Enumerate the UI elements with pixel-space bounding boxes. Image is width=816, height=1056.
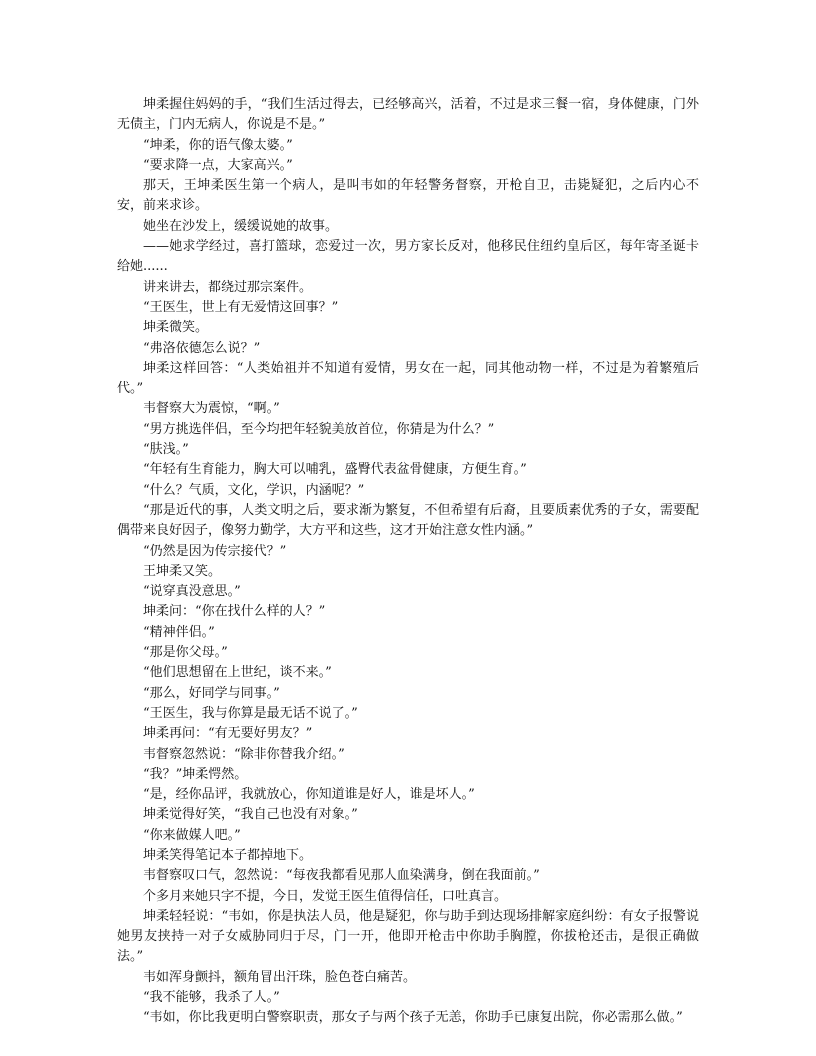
paragraph: “那是近代的事，人类文明之后，要求渐为繁复，不但希望有后裔，且要质素优秀的子女，需要配偶带来良好因子，像努力勤学，大方平和这些，这才开始注意女性内涵。”	[117, 502, 699, 539]
paragraph: 韦如浑身颤抖，额角冒出汗珠，脸色苍白痛苦。	[143, 969, 417, 985]
paragraph: “什么？气质，文化，学识，内涵呢？”	[143, 482, 365, 498]
paragraph: “我不能够，我杀了人。”	[143, 990, 280, 1006]
paragraph: “弗洛依德怎么说？”	[143, 340, 261, 356]
paragraph: “是，经你品评，我就放心，你知道谁是好人，谁是坏人。”	[143, 787, 475, 803]
paragraph: 坤柔再问：“有无要好男友？”	[143, 726, 313, 742]
paragraph: 坤柔握住妈妈的手，“我们生活过得去，已经够高兴，活着，不过是求三餐一宿，身体健康，门外无债主，门内无病人，你说是不是。”	[117, 97, 699, 133]
paragraph: “年轻有生育能力，胸大可以哺乳，盛臀代表盆骨健康，方便生育。”	[143, 462, 527, 478]
paragraph: “韦如，你比我更明白警察职责，那女子与两个孩子无恙，你助手已康复出院，你必需那么做。”	[143, 1010, 683, 1026]
paragraph: 坤柔觉得好笑，“我自己也没有对象。”	[143, 807, 358, 823]
paragraph: ——她求学经过，喜打篮球，恋爱过一次，男方家长反对，他移民住纽约皇后区，每年寄圣诞卡给她......	[117, 239, 699, 275]
paragraph: “坤柔，你的语气像太婆。”	[143, 137, 293, 153]
paragraph: “要求降一点，大家高兴。”	[143, 157, 293, 173]
paragraph: 韦督察叹口气，忽然说：“每夜我都看见那人血染满身，倒在我面前。”	[143, 868, 540, 884]
paragraph: 坤柔问：“你在找什么样的人？”	[143, 604, 326, 620]
paragraph: “那是你父母。”	[143, 645, 228, 661]
paragraph: 个多月来她只字不提，今日，发觉王医生值得信任，口吐真言。	[143, 888, 508, 904]
paragraph: 她坐在沙发上，缓缓说她的故事。	[143, 218, 339, 234]
paragraph: “他们思想留在上世纪，谈不来。”	[143, 665, 332, 681]
paragraph: 坤柔微笑。	[143, 320, 209, 336]
paragraph: 韦督察忽然说：“除非你替我介绍。”	[143, 746, 345, 762]
paragraph: 那天，王坤柔医生第一个病人，是叫韦如的年轻警务督察，开枪自卫，击毙疑犯，之后内心不安，前来求诊。	[117, 178, 699, 214]
paragraph: “仍然是因为传宗接代？”	[143, 543, 287, 559]
paragraph: “男方挑选伴侣，至今均把年轻貌美放首位，你猜是为什么？”	[143, 421, 495, 437]
body-text	[117, 95, 699, 1029]
paragraph: “王医生，我与你算是最无话不说了。”	[143, 705, 358, 721]
paragraph: “王医生，世上有无爱情这回事？”	[143, 299, 339, 315]
paragraph: “精神伴侣。”	[143, 624, 215, 640]
paragraph: 韦督察大为震惊，“啊。”	[143, 401, 280, 417]
paragraph: 坤柔笑得笔记本子都掉地下。	[143, 847, 313, 863]
paragraph: 坤柔轻轻说：“韦如，你是执法人员，他是疑犯，你与助手到达现场排解家庭纠纷：有女子报警说她男友挟持一对子女威胁同归于尽，门一开，他即开枪击中你助手胸膛，你拔枪还击，是很正确做法。”	[117, 908, 699, 965]
paragraph: 坤柔这样回答：“人类始祖并不知道有爱情，男女在一起，同其他动物一样，不过是为着繁殖后代。”	[117, 360, 699, 397]
paragraph: “肤浅。”	[143, 442, 189, 458]
paragraph: 王坤柔又笑。	[143, 563, 222, 579]
paragraph: “那么，好同学与同事。”	[143, 685, 280, 701]
paragraph: 讲来讲去，都绕过那宗案件。	[143, 279, 313, 295]
paragraph: “说穿真没意思。”	[143, 584, 241, 600]
paragraph: “我？”坤柔愕然。	[143, 766, 248, 782]
paragraph: “你来做媒人吧。”	[143, 827, 241, 843]
